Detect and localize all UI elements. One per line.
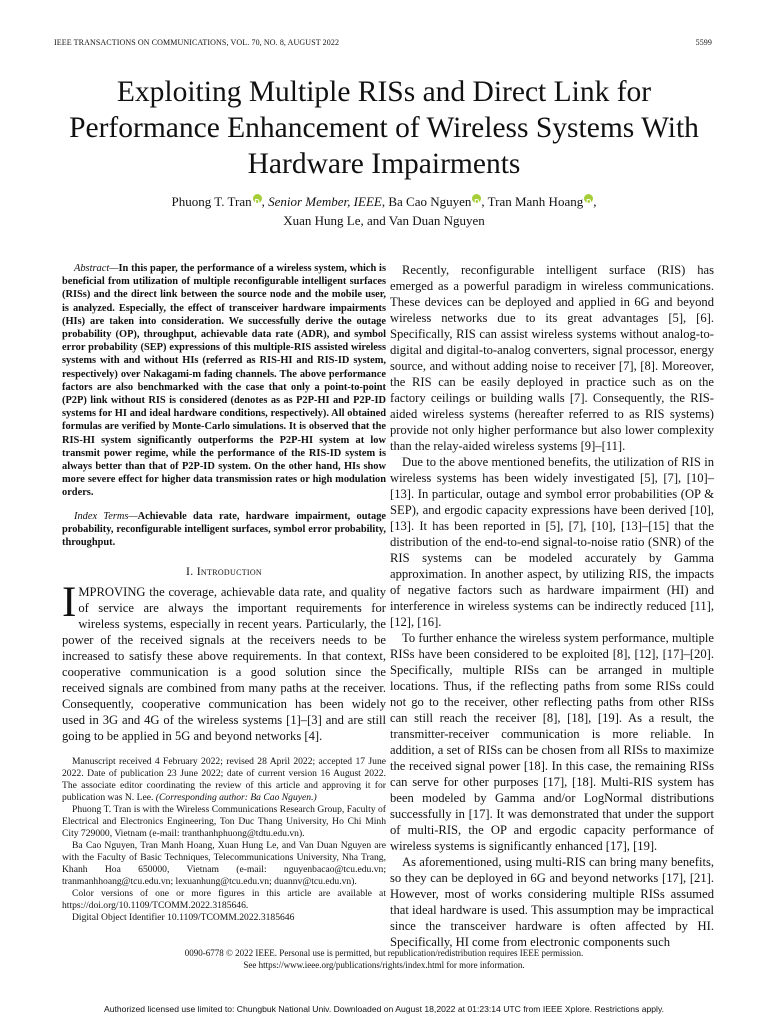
intro-paragraph bbox=[62, 579, 386, 744]
intro-text: MPROVING the coverage, achievable data rate, and quality of service are always the important requirements for wireless systems, especially in recent years. Particularly, the power of the received signals at the receivers needs to be increased to satisfy these above requirements. In that context, cooperative communication is a good solution since the received signals are combined from many paths at the receiver. Consequently, cooperative communication has been widely used in 3G and 4G of the wireless systems [1]–[3] and are still going to be applied in 5G and beyond networks [4]. bbox=[62, 585, 386, 744]
footnote-affiliation: Ba Cao Nguyen, Tran Manh Hoang, Xuan Hung Le, and Van Duan Nguyen are with the Faculty of Basic Techniques, Telecommunications University, Nha Trang, Khanh Hoa 650000, Vietnam (e-mail: nguyenbacao@tcu.edu.vn; tranmanhhoang@tcu.edu.vn; lexuanhung@tcu.edu.vn; duannv@tcu.edu.vn). bbox=[62, 840, 386, 888]
author-name: , Ba Cao Nguyen bbox=[381, 194, 472, 209]
copyright-line: 0090-6778 © 2022 IEEE. Personal use is permitted, but republication/redistribution requires IEEE permission. bbox=[184, 948, 584, 958]
section-numeral: I. bbox=[185, 564, 197, 579]
corresponding-author: (Corresponding author: Ba Cao Nguyen.) bbox=[155, 792, 317, 804]
abstract-label: Abstract— bbox=[74, 263, 119, 274]
author-separator: , bbox=[593, 194, 597, 209]
page-number: 5599 bbox=[695, 38, 712, 47]
author-name: , Tran Manh Hoang bbox=[481, 194, 584, 209]
body-paragraph: To further enhance the wireless system performance, multiple RISs have been considered to be exploited [8], [12], [17]–[20]. Specifically, multiple RISs can be arranged in multiple locations. Thus, if the reflecting paths from some RISs could not go to the receiver, other reflecting paths from other RISs can still reach the receiver [8], [18], [19]. As a result, the transmitter-receiver communication is more reliable. In addition, a set of RISs can be chosen from all RISs to maximize the received signal power [18]. In this case, the remaining RISs can serve for other purposes [17], [18]. Multi-RIS system has been modeled by Gamma and/or LogNormal distributions successfully in [17]. It was demonstrated that under the support of multi-RIS, the OP and ergodic capacity performance of wireless systems is significantly enhanced [17], [19]. bbox=[390, 631, 714, 853]
paper-title: Exploiting Multiple RISs and Direct Link for Performance Enhancement of Wireless Systems With Hardware Impairments bbox=[69, 76, 699, 180]
index-terms bbox=[62, 510, 386, 550]
orcid-icon[interactable] bbox=[253, 194, 262, 203]
body-paragraph: As aforementioned, using multi-RIS can bring many benefits, so they can be deployed in 6G and beyond networks [17], [21]. However, most of works considering multiple RISs assumed that ideal hardware is used. This assumption may be impractical since the transceiver hardware is often affected by HI. Specifically, HI come from electronic components such bbox=[390, 855, 714, 949]
section-title: Introduction bbox=[196, 564, 263, 579]
abstract bbox=[62, 262, 386, 500]
copyright-notice bbox=[100, 947, 668, 971]
left-column bbox=[62, 262, 386, 924]
author-list bbox=[60, 192, 708, 230]
journal-citation: IEEE TRANSACTIONS ON COMMUNICATIONS, VOL. 70, NO. 8, AUGUST 2022 bbox=[54, 38, 340, 47]
abstract-text: In this paper, the performance of a wireless system, which is beneficial from utilization of multiple reconfigurable intelligent surfaces (RISs) and the direct link between the source node and the mobile user, is analyzed. Especially, the effect of transceiver hardware impairments (HIs) are taken into consideration. We successfully derive the outage probability (OP), throughput, achievable data rate (ADR), and symbol error probability (SEP) expressions of this multiple-RIS assisted wireless systems with and without HIs (referred as RIS-HI and RIS-ID system, respectively) over Nakagami-m fading channels. The above performance factors are also benchmarked with the case that only a point-to-point (P2P) link without RIS is considered (denotes as as P2P-HI and P2P-ID systems for HI and ideal hardware conditions, respectively). All obtained formulas are verified by Monte-Carlo simulations. It is observed that the RIS-HI system significantly outperforms the P2P-HI system at low transmit power regime, while the performance of the RIS-ID system is always better than that of P2P-ID system. On the other hand, HIs show more severe effect for higher data transmission rates or high modulation orders. bbox=[62, 263, 386, 499]
index-terms-label: Index Terms— bbox=[74, 510, 138, 522]
author-names-line-2: Xuan Hung Le, and Van Duan Nguyen bbox=[283, 213, 485, 228]
index-terms-text: Achievable data rate, hardware impairment, outage probability, reconfigurable intelligent surfaces, symbol error probability, throughput. bbox=[62, 510, 386, 549]
author-name: Phuong T. Tran bbox=[171, 194, 252, 209]
right-column bbox=[390, 262, 714, 950]
license-notice: Authorized licensed use limited to: Chungbuk National Univ. Downloaded on August 18,2022 at 01:23:14 UTC from IEEE Xplore. Restrictions apply. bbox=[103, 1004, 665, 1014]
body-paragraph: Due to the above mentioned benefits, the utilization of RIS in wireless systems has been widely investigated [5], [7], [10]–[13]. In particular, outage and symbol error probabilities (OP & SEP), and ergodic capacity expressions have been derived [10], [13]. It has been reported in [5], [7], [10], [13]–[15] that the distribution of the end-to-end signal-to-noise ratio (SNR) of the RIS systems can be modeled accurately by Gamma approximation. In another aspect, by utilizing RIS, the impacts of negative factors such as hardware impairment (HI) and interference in wireless systems can be indirectly reduced [11], [12], [16]. bbox=[390, 455, 714, 629]
footnote-doi: Digital Object Identifier 10.1109/TCOMM.2022.3185646 bbox=[72, 912, 295, 924]
drop-cap: I bbox=[62, 579, 77, 627]
footnote-color-note: Color versions of one or more figures in this article are available at https://doi.org/10.1109/TCOMM.2022.3185646. bbox=[62, 888, 386, 912]
body-paragraph: Recently, reconfigurable intelligent surface (RIS) has emerged as a powerful paradigm in wireless communications. These devices can be deployed and applied in 6G and beyond wireless networks due to its great advantages [5], [6]. Specifically, RIS can assist wireless systems without analog-to-digital and digital-to-analog converters, signal processor, energy source, and without adding noise to receiver [7], [8]. Moreover, the RIS can be easily deployed in practice such as on the factory ceilings or building walls [7]. Consequently, the RIS-aided wireless systems (hereafter referred to as RIS systems) provide not only higher performance but also lower complexity than the relay-aided wireless systems [9]–[11]. bbox=[390, 263, 714, 453]
rights-link: See https://www.ieee.org/publications/rights/index.html for more information. bbox=[243, 960, 525, 970]
orcid-icon[interactable] bbox=[584, 194, 593, 203]
author-membership: , Senior Member, IEEE bbox=[261, 194, 382, 209]
section-heading bbox=[62, 564, 386, 579]
footnotes bbox=[62, 756, 386, 924]
running-header bbox=[54, 38, 712, 50]
footnote-affiliation: Phuong T. Tran is with the Wireless Communications Research Group, Faculty of Electrical and Electronics Engineering, Ton Duc Thang University, Ho Chi Minh City 729000, Vietnam (e-mail: tranthanhphuong@tdtu.edu.vn). bbox=[62, 804, 386, 840]
footnote-manuscript: Manuscript received 4 February 2022; revised 28 April 2022; accepted 17 June 2022. Date of publication 23 June 2022; date of current version 16 August 2022. The associate editor coordinating the review of this article and approving it for publication was N. Lee. (Corresponding author: Ba Cao Nguyen.) bbox=[62, 756, 386, 804]
